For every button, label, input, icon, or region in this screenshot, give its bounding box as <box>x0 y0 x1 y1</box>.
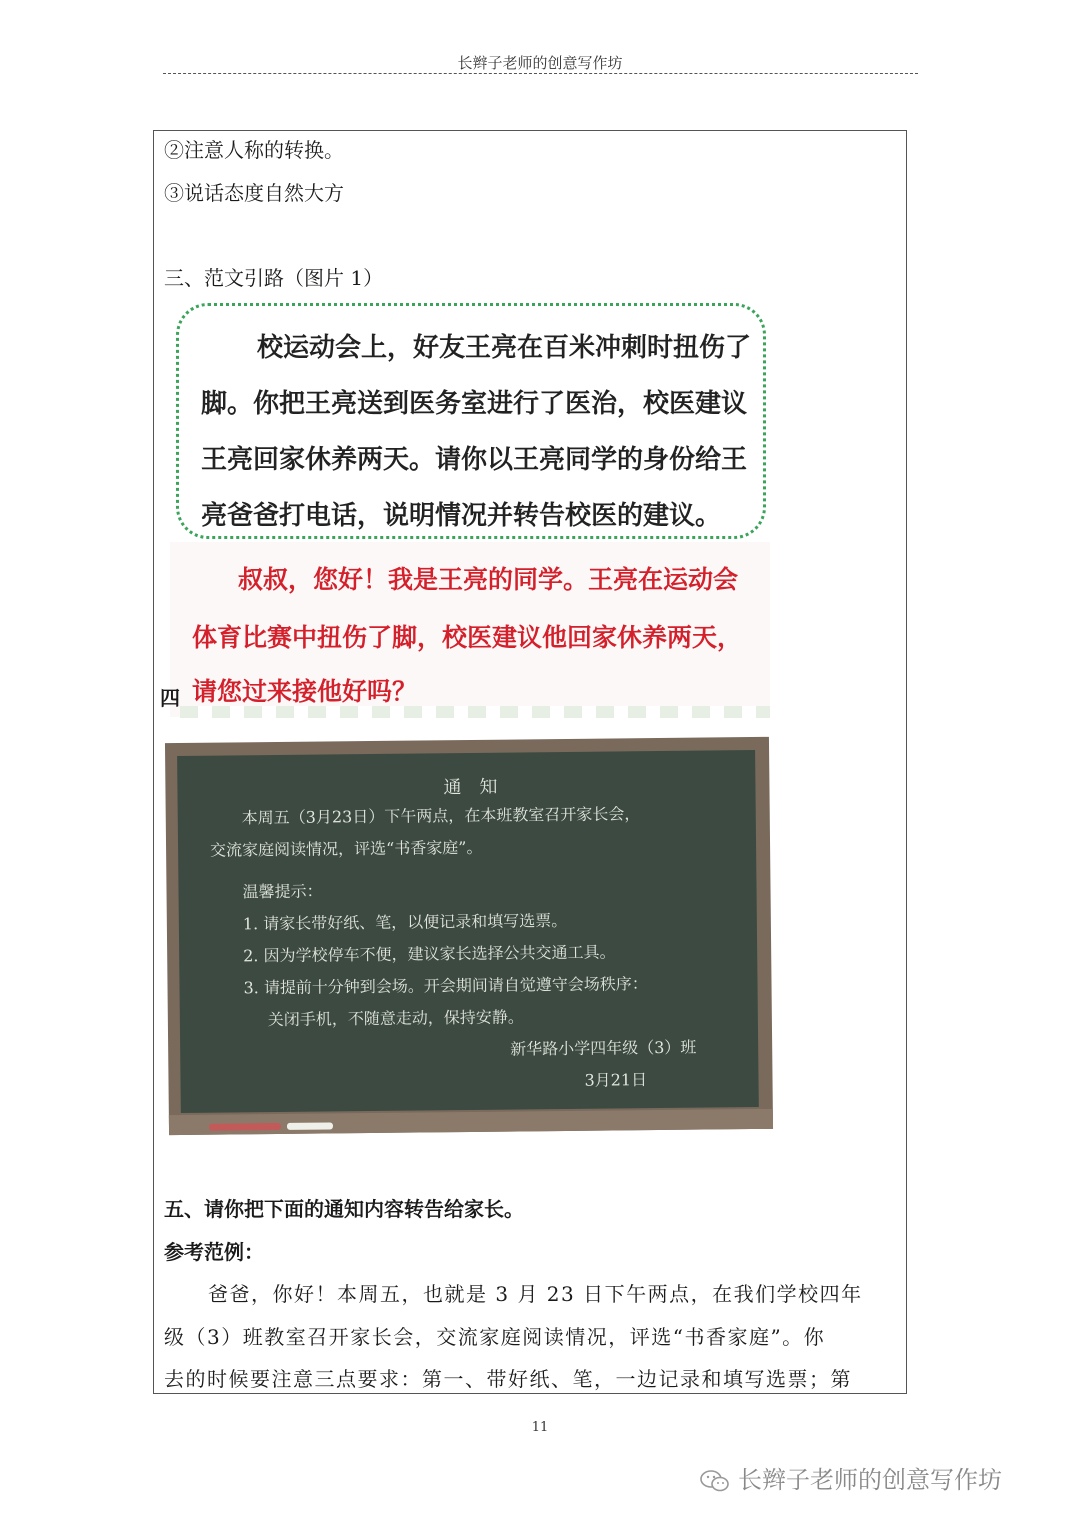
notice-body: 交流家庭阅读情况，评选“书香家庭”。 <box>209 837 483 860</box>
section3-heading: 三、范文引路（图片 1） <box>164 266 384 290</box>
sample-answer <box>170 542 770 717</box>
notice-tip: 2. 因为学校停车不便，建议家长选择公共交通工具。 <box>243 942 616 966</box>
image-edge-smudge <box>180 706 770 718</box>
sample-line: 请您过来接他好吗？ <box>192 677 418 706</box>
white-chalk <box>287 1122 333 1129</box>
task-card <box>176 303 766 539</box>
notice-tip: 1. 请家长带好纸、笔，以便记录和填写选票。 <box>242 910 568 934</box>
section4-heading-partial: 四 <box>160 686 180 710</box>
sample-line: 叔叔，您好！我是王亮的同学。王亮在运动会 <box>238 565 739 594</box>
notice-signature: 新华路小学四年级（3）班 <box>510 1037 697 1059</box>
task-line: 亮爸爸打电话，说明情况并转告校医的建议。 <box>201 501 722 531</box>
notice-tip: 3. 请提前十分钟到会场。开会期间请自觉遵守会场秩序： <box>243 974 648 998</box>
task-line: 校运动会上，好友王亮在百米冲刺时扭伤了 <box>257 333 752 363</box>
header-divider <box>163 73 918 74</box>
notice-title: 通 知 <box>443 776 498 799</box>
page-number: 11 <box>531 1420 549 1435</box>
point-2: ②注意人称的转换。 <box>164 138 344 162</box>
notice-date: 3月21日 <box>584 1070 648 1090</box>
wechat-icon <box>700 1469 730 1493</box>
watermark <box>700 1460 1002 1495</box>
reference-paragraph-line: 去的时候要注意三点要求：第一、带好纸、笔，一边记录和填写选票；第 <box>164 1367 852 1391</box>
header-title: 长辫子老师的创意写作坊 <box>457 54 623 72</box>
point-3: ③说话态度自然大方 <box>164 181 344 205</box>
chalkboard <box>165 737 773 1135</box>
reference-paragraph-line: 级（3）班教室召开家长会，交流家庭阅读情况，评选“书香家庭”。你 <box>164 1325 826 1349</box>
notice-tip: 关闭手机，不随意走动，保持安静。 <box>267 1007 524 1030</box>
notice-body: 本周五（3月23日）下午两点，在本班教室召开家长会， <box>241 804 641 828</box>
section5-heading: 五、请你把下面的通知内容转告给家长。 <box>164 1197 524 1221</box>
chalkboard-surface <box>177 750 759 1113</box>
reference-paragraph-line: 爸爸，你好！本周五，也就是 3 月 23 日下午两点，在我们学校四年 <box>208 1282 863 1306</box>
red-chalk <box>209 1123 281 1131</box>
reference-label: 参考范例： <box>164 1240 264 1264</box>
task-line: 脚。你把王亮送到医务室进行了医治，校医建议 <box>201 389 748 419</box>
task-line: 王亮回家休养两天。请你以王亮同学的身份给王 <box>201 445 748 475</box>
sample-line: 体育比赛中扭伤了脚，校医建议他回家休养两天， <box>192 623 743 652</box>
watermark-text: 长辫子老师的创意写作坊 <box>738 1466 1002 1494</box>
notice-tips-heading: 温馨提示： <box>242 881 323 902</box>
